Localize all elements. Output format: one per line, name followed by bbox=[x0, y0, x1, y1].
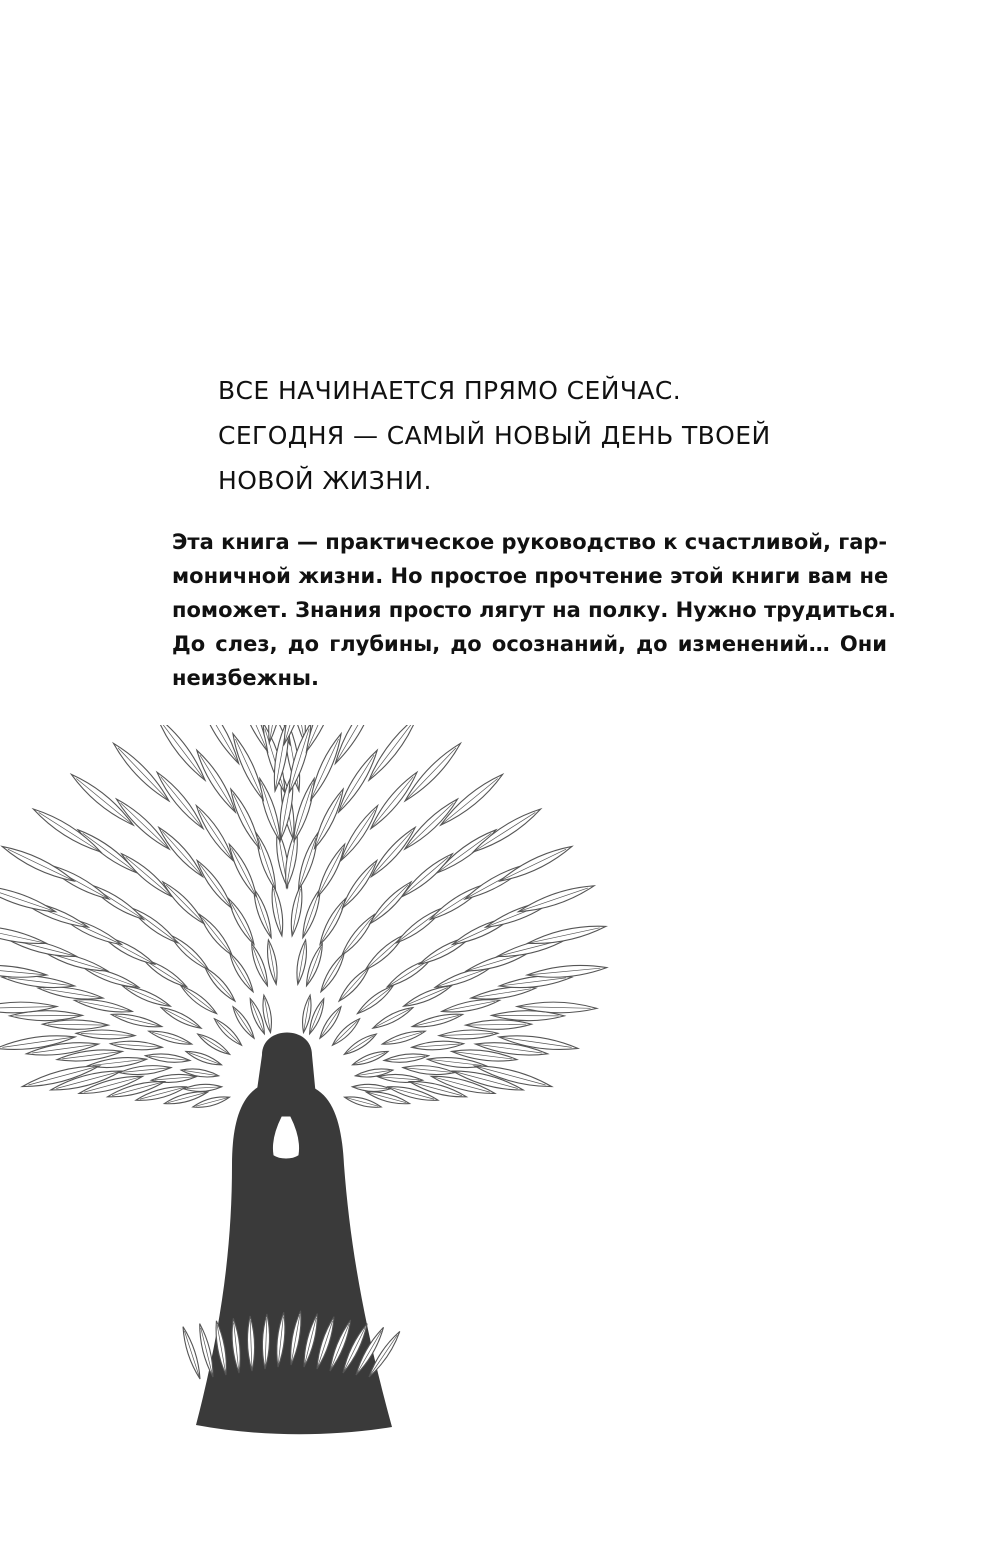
feather-quill bbox=[126, 857, 172, 896]
feather-quill bbox=[231, 903, 254, 945]
feather-quill bbox=[199, 810, 233, 861]
feather-quill bbox=[371, 831, 411, 876]
feather-quill bbox=[76, 779, 133, 826]
feather-quill bbox=[441, 779, 498, 826]
feather-quill bbox=[341, 810, 375, 861]
motto-line-1: ВСЕ НАЧИНАЕТСЯ ПРЯМО СЕЙЧАС. bbox=[218, 376, 682, 405]
feather-quill bbox=[88, 969, 139, 987]
feather-quill bbox=[404, 988, 448, 1007]
feather-quill bbox=[235, 739, 263, 800]
feather-quill bbox=[173, 938, 209, 970]
feather-quill bbox=[184, 1331, 200, 1379]
feather-quill bbox=[435, 969, 486, 987]
feather-quill bbox=[162, 831, 202, 876]
feather-quill bbox=[235, 1009, 254, 1038]
feather-quill bbox=[318, 848, 343, 896]
feather-quill bbox=[320, 903, 343, 945]
feather-quill bbox=[466, 954, 524, 971]
feather-quill bbox=[303, 893, 319, 938]
feather-quill bbox=[342, 918, 372, 956]
feather-quill bbox=[166, 885, 204, 924]
feather-quill bbox=[357, 988, 390, 1013]
feather-quill bbox=[232, 956, 253, 992]
feather-quill bbox=[320, 1009, 339, 1038]
feather-quill bbox=[387, 961, 427, 987]
feather-quill bbox=[299, 838, 316, 889]
feather-quill bbox=[366, 938, 402, 970]
feather-quill bbox=[311, 739, 339, 800]
feather-quill bbox=[261, 783, 280, 841]
feather-quill bbox=[184, 988, 217, 1013]
feather-quill bbox=[405, 803, 454, 849]
winged-angel-illustration bbox=[0, 725, 620, 1485]
paragraph-line-4: До слез, до глубины, до осознаний, до изменений… Они bbox=[172, 632, 887, 656]
motto-line-3: НОВОЙ ЖИЗНИ. bbox=[218, 466, 432, 495]
feather-quill bbox=[202, 918, 232, 956]
feather-quill bbox=[370, 885, 408, 924]
feather-quill bbox=[39, 812, 101, 852]
feather-quill bbox=[253, 947, 268, 986]
feather-quill bbox=[200, 755, 236, 812]
feather-quill bbox=[500, 849, 566, 881]
intro-paragraph bbox=[172, 525, 896, 695]
feather-quill bbox=[126, 988, 170, 1007]
feather-quill bbox=[233, 794, 259, 849]
motto-block bbox=[218, 368, 918, 503]
feather-quill bbox=[339, 970, 367, 1001]
feather-quill bbox=[161, 777, 204, 829]
feather-quill bbox=[342, 864, 374, 908]
paragraph-line-3: поможет. Знания просто лягут на полку. Нужно трудиться. bbox=[172, 598, 896, 622]
feather-quill bbox=[49, 954, 107, 971]
feather-quill bbox=[146, 961, 186, 987]
feather-quill bbox=[208, 970, 236, 1001]
feather-quill bbox=[200, 1036, 230, 1055]
feather-quill bbox=[83, 833, 137, 873]
feather-quill bbox=[8, 849, 74, 881]
angel-hair bbox=[256, 1033, 316, 1102]
feather-quill bbox=[339, 755, 375, 812]
feather-quill bbox=[373, 1009, 410, 1028]
feather-quill bbox=[255, 893, 271, 938]
feather-quill bbox=[118, 748, 169, 801]
feather-quill bbox=[315, 794, 341, 849]
feather-quill bbox=[294, 783, 313, 841]
feather-quill bbox=[402, 857, 448, 896]
feather-quill bbox=[332, 1021, 357, 1045]
feather-quill bbox=[518, 888, 588, 912]
paragraph-line-2: моничной жизни. Но простое прочтение этой книги вам не bbox=[172, 564, 889, 588]
feather-quill bbox=[201, 1328, 213, 1377]
left-wing bbox=[0, 725, 305, 1107]
feather-quill bbox=[217, 1021, 242, 1045]
paragraph-line-5: неизбежны. bbox=[172, 666, 319, 690]
feather-quill bbox=[437, 833, 491, 873]
feather bbox=[0, 886, 56, 912]
feather-quill bbox=[321, 956, 342, 992]
feather-quill bbox=[232, 848, 257, 896]
right-wing bbox=[269, 725, 607, 1107]
feather-quill bbox=[121, 803, 170, 849]
feather-quill bbox=[258, 838, 275, 889]
feather-quill bbox=[344, 1036, 374, 1055]
feather-quill bbox=[405, 748, 456, 801]
feather-quill bbox=[164, 1009, 201, 1028]
feather-quill bbox=[200, 864, 232, 908]
feather-quill bbox=[473, 812, 535, 852]
motto-line-2: СЕГОДНЯ — САМЫЙ НОВЫЙ ДЕНЬ ТВОЕЙ bbox=[218, 421, 771, 450]
paragraph-line-1: Эта книга — практическое руководство к счастливой, гар- bbox=[172, 530, 888, 554]
feather-quill bbox=[371, 777, 414, 829]
feather-quill bbox=[307, 947, 322, 986]
